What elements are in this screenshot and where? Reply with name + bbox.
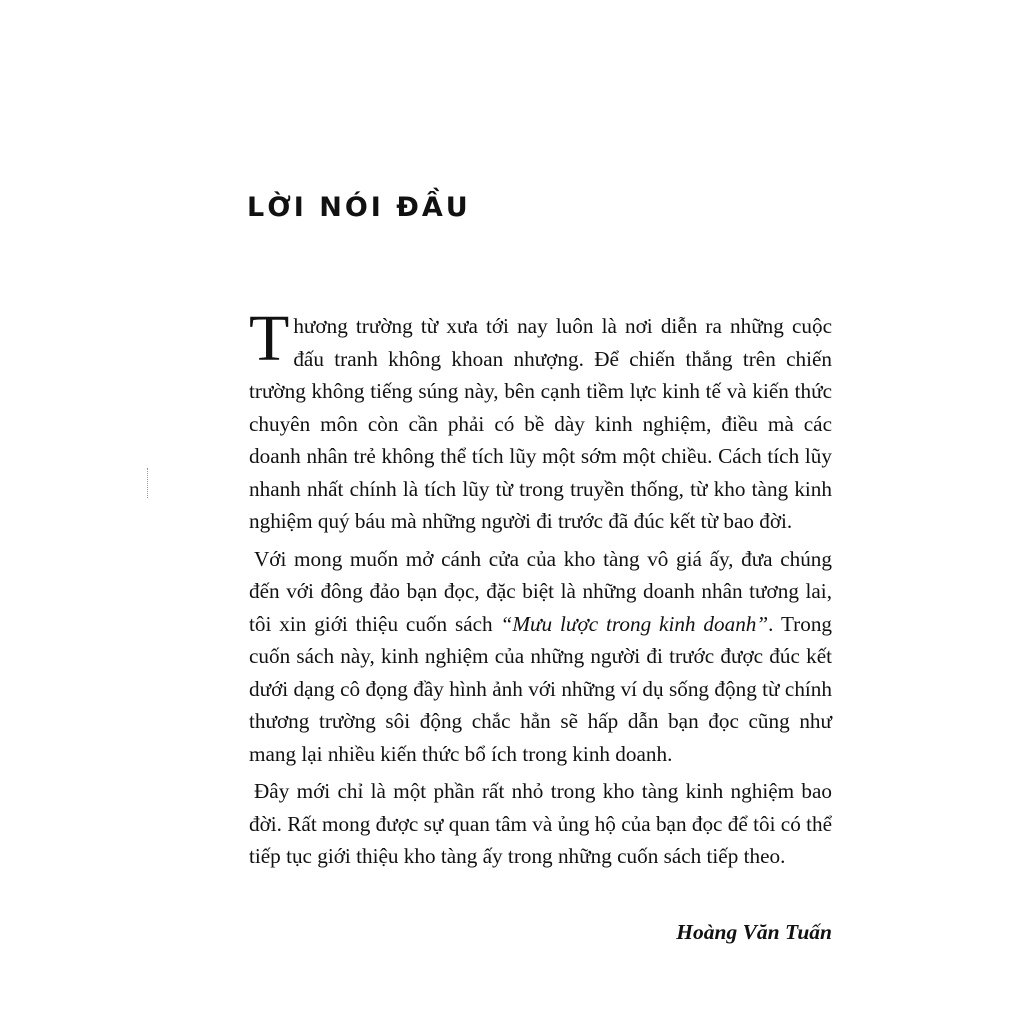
book-title: “Mưu lược trong kinh doanh” <box>500 611 769 636</box>
paragraph-1-text: hương trường từ xưa tới nay luôn là nơi diễn ra những cuộc đấu tranh không khoan nhượng. Để chiến thắng trên chiến trường không tiếng súng này, bên cạnh tiềm lực kinh tế và kiến thức chuyên môn còn cần phải có bề dày kinh nghiệm, điều mà các doanh nhân trẻ không thể tích lũy một sớm một chiều. Cách tích lũy nhanh nhất chính là tích lũy từ trong truyền thống, từ kho tàng kinh nghiệm quý báu mà những người đi trước đã đúc kết từ bao đời. <box>249 314 832 533</box>
author-signature: Hoàng Văn Tuấn <box>676 920 832 944</box>
margin-mark <box>147 468 150 498</box>
paragraph-2 <box>249 543 832 771</box>
drop-cap: T <box>249 302 290 375</box>
paragraph-3-text: Đây mới chỉ là một phần rất nhỏ trong kho tàng kinh nghiệm bao đời. Rất mong được sự quan tâm và ủng hộ của bạn đọc để tôi có thể tiếp tục giới thiệu kho tàng ấy trong những cuốn sách tiếp theo. <box>249 779 832 868</box>
page-heading: LỜI NÓI ĐẦU <box>247 192 471 223</box>
preface-body <box>249 302 833 873</box>
paragraph-3 <box>249 775 832 873</box>
paragraph-2-text-after: . Trong cuốn sách này, kinh nghiệm của những người đi trước được đúc kết dưới dạng cô đọng đầy hình ảnh với những ví dụ sống động từ chính thương trường sôi động chắc hẳn sẽ hấp dẫn bạn đọc cũng như mang lại nhiều kiến thức bổ ích trong kinh doanh. <box>249 611 833 766</box>
paragraph-1 <box>249 302 832 538</box>
paragraph-2-text-before: Với mong muốn mở cánh cửa của kho tàng vô giá ấy, đưa chúng đến với đông đảo bạn đọc, đặc biệt là những doanh nhân tương lai, tôi xin giới thiệu cuốn sách <box>249 546 832 636</box>
